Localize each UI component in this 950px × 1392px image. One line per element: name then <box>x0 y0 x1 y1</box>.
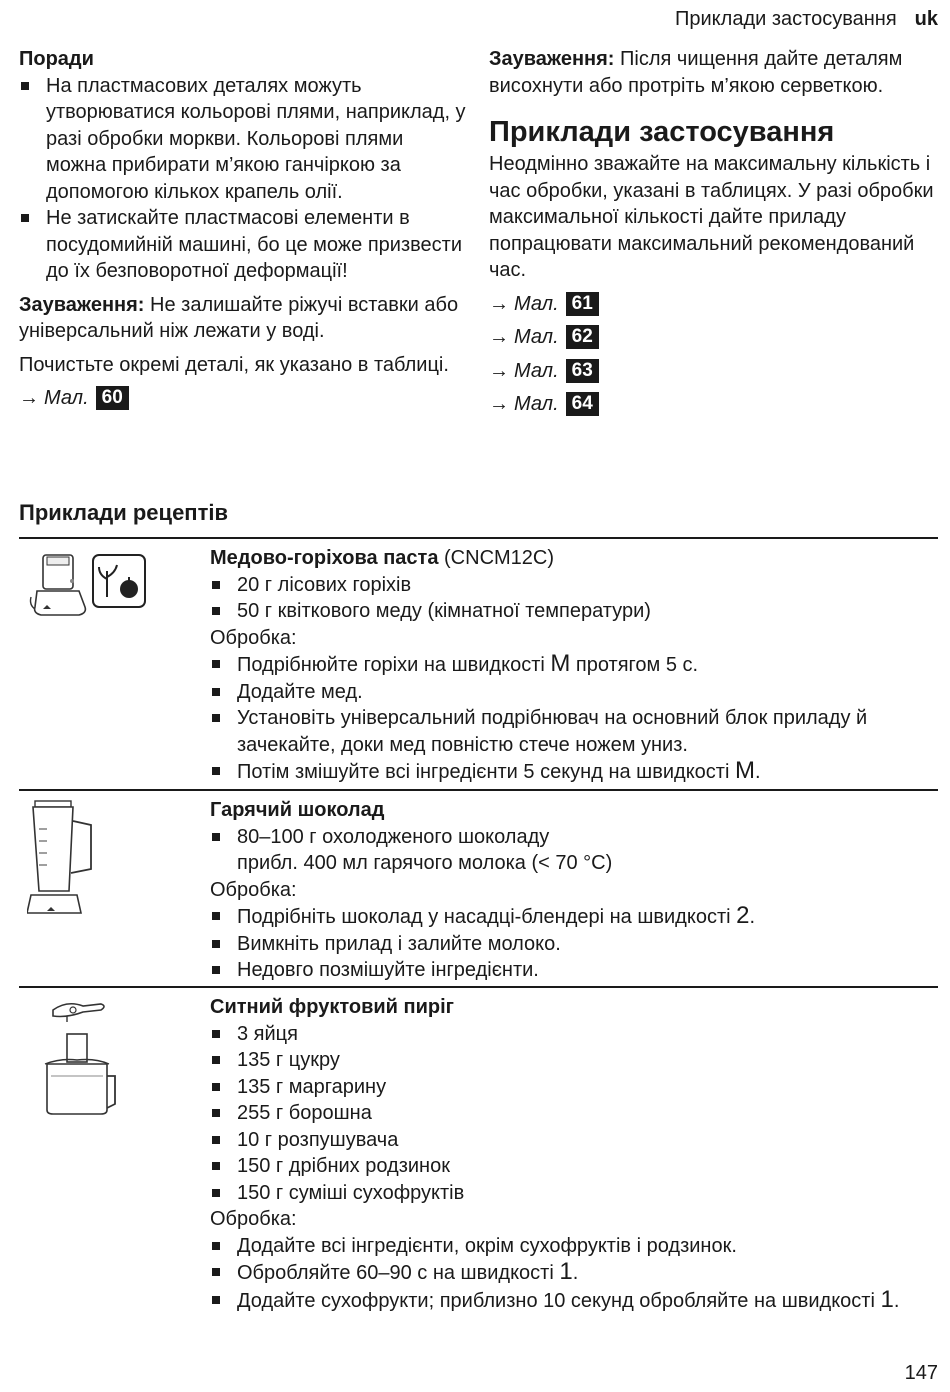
figure-reference <box>489 291 939 318</box>
note-label: Зауваження: <box>489 48 615 70</box>
recipe-title: Гарячий шоколад <box>210 799 385 821</box>
recipe-icons <box>27 799 107 932</box>
recipe-row <box>19 537 938 789</box>
step-text: Додайте сухофрукти; приблизно 10 секунд обробляйте на швидкості <box>237 1289 875 1312</box>
recipe-icons <box>27 547 162 635</box>
step-item: Недовго позмішуйте інгредієнти. <box>210 957 930 984</box>
step-text-tail: . <box>754 761 761 783</box>
ingredient-item: 255 г борошна <box>210 1100 930 1127</box>
figure-label: Мал. <box>44 387 89 409</box>
note-text: Не залишайте ріжучі вставки або універсальний ніж лежати у воді. <box>19 293 459 342</box>
recipe-row <box>19 789 938 986</box>
figure-label: Мал. <box>514 292 559 315</box>
page-header <box>675 6 938 33</box>
steps-list <box>210 903 930 984</box>
recipe-content <box>210 994 930 1314</box>
recipe-title-text: Медово-горіхова паста <box>210 547 439 569</box>
header-section-title: Приклади застосування <box>675 8 897 30</box>
figure-number-badge: 61 <box>566 292 599 316</box>
ingredient-item: 150 г суміші сухофруктів <box>210 1180 930 1207</box>
left-column <box>19 46 469 412</box>
step-text: Обробляйте 60–90 с на швидкості <box>237 1262 554 1284</box>
step-text-tail: . <box>572 1262 579 1284</box>
recipes-heading: Приклади рецептів <box>19 500 228 525</box>
blender-jug-icon <box>27 799 107 924</box>
intro-paragraph: Неодмінно зважайте на максимальну кількість і час обробки, указані в таблицях. У разі обробки максимальної кількості дайте приладу попрацювати максимальний рекомендований час. <box>489 153 934 281</box>
arrow-icon: → <box>489 393 509 415</box>
arrow-icon: → <box>489 359 509 382</box>
section-heading: Приклади застосування <box>489 116 835 148</box>
steps-list <box>210 651 930 786</box>
recipe-content <box>210 797 930 984</box>
step-item: Установіть універсальний подрібнювач на основний блок приладу й зачекайте, доки мед повністю стече ножем униз. <box>210 705 930 758</box>
ingredient-item: 135 г цукру <box>210 1047 930 1074</box>
ingredients-list <box>210 572 930 625</box>
ingredient-item: 135 г маргарину <box>210 1074 930 1101</box>
nuts-honey-icon <box>91 553 147 609</box>
page-number: 147 <box>904 1361 938 1384</box>
figure-label: Мал. <box>514 326 559 348</box>
figure-number-badge: 63 <box>566 359 599 383</box>
step-item: Додайте всі інгредієнти, окрім сухофруктів і родзинок. <box>210 1233 930 1260</box>
figure-reference <box>489 391 939 418</box>
cleaning-paragraph: Почистьте окремі деталі, як указано в таблиці. <box>19 353 449 376</box>
arrow-icon: → <box>19 387 39 409</box>
food-processor-bowl-icon <box>41 1028 136 1118</box>
recipe-content <box>210 545 930 786</box>
figure-reference <box>19 385 469 412</box>
tips-heading: Поради <box>19 48 94 70</box>
step-item <box>210 903 930 931</box>
ingredient-item: 3 яйця <box>210 1021 930 1048</box>
step-text-tail: . <box>749 906 756 928</box>
tip-item: На пластмасових деталях можуть утворюватися кольорові плями, наприклад, у разі обробки моркви. Кольорові плями можна прибирати м’якою ганчіркою за допомогою кількох крапель олії. <box>19 73 469 206</box>
step-item <box>210 1287 930 1315</box>
figure-number-badge: 60 <box>96 386 129 410</box>
header-language-code: uk <box>914 8 938 30</box>
figure-label: Мал. <box>514 359 559 382</box>
process-label: Обробка: <box>210 626 297 649</box>
recipe-icons <box>27 996 122 1119</box>
ingredient-item: 150 г дрібних родзинок <box>210 1153 930 1180</box>
arrow-icon: → <box>489 292 509 315</box>
ingredient-item: 10 г розпушувача <box>210 1127 930 1154</box>
figure-number-badge: 62 <box>566 325 599 349</box>
arrow-icon: → <box>489 326 509 348</box>
ingredient-extra-line: прибл. 400 мл гарячого молока (< 70 °C) <box>237 852 613 874</box>
right-column <box>489 46 939 418</box>
figure-reference <box>489 324 939 351</box>
recipe-title: Ситний фруктовий пиріг <box>210 996 455 1018</box>
step-item <box>210 651 930 679</box>
step-item <box>210 1259 930 1287</box>
step-item: Вимкніть прилад і залийте молоко. <box>210 931 930 958</box>
ingredient-item: 20 г лісових горіхів <box>210 572 930 599</box>
figure-number-badge: 64 <box>566 392 599 416</box>
process-label: Обробка: <box>210 1208 297 1230</box>
speed-setting: 2 <box>736 902 750 929</box>
ingredient-item: 50 г квіткового меду (кімнатної температури) <box>210 598 930 625</box>
tip-item: Не затискайте пластмасові елементи в посудомийній машині, бо це може призвести до їх безповоротної деформації! <box>19 205 469 285</box>
note-paragraph <box>489 46 939 99</box>
recipe-model: (CNCM12C) <box>438 547 555 569</box>
step-text: Потім змішуйте всі інгредієнти 5 секунд на швидкості <box>237 761 730 783</box>
ingredients-list <box>210 824 930 851</box>
note-text: Після чищення дайте деталям висохнути або протріть м’якою серветкою. <box>489 48 903 97</box>
figure-label: Мал. <box>514 393 559 415</box>
step-item: Додайте мед. <box>210 679 930 706</box>
process-label: Обробка: <box>210 878 297 901</box>
note-paragraph <box>19 292 469 345</box>
step-text-tail: протягом 5 с. <box>570 654 699 676</box>
step-text-tail: . <box>893 1289 900 1312</box>
speed-setting: M <box>550 650 571 677</box>
step-text: Подрібнюйте горіхи на швидкості <box>237 654 545 676</box>
note-label: Зауваження: <box>19 293 145 316</box>
step-text: Подрібніть шоколад у насадці-блендері на швидкості <box>237 906 731 928</box>
tips-list <box>19 73 469 285</box>
speed-setting: 1 <box>559 1258 573 1285</box>
figure-reference <box>489 358 939 385</box>
ingredient-item: 80–100 г охолодженого шоколаду <box>210 824 930 851</box>
recipe-row <box>19 986 938 1351</box>
step-item <box>210 758 930 786</box>
speed-setting: 1 <box>880 1285 894 1313</box>
recipe-title <box>210 545 930 572</box>
speed-setting: M <box>734 757 755 784</box>
steps-list <box>210 1233 930 1315</box>
ingredients-list <box>210 1021 930 1207</box>
